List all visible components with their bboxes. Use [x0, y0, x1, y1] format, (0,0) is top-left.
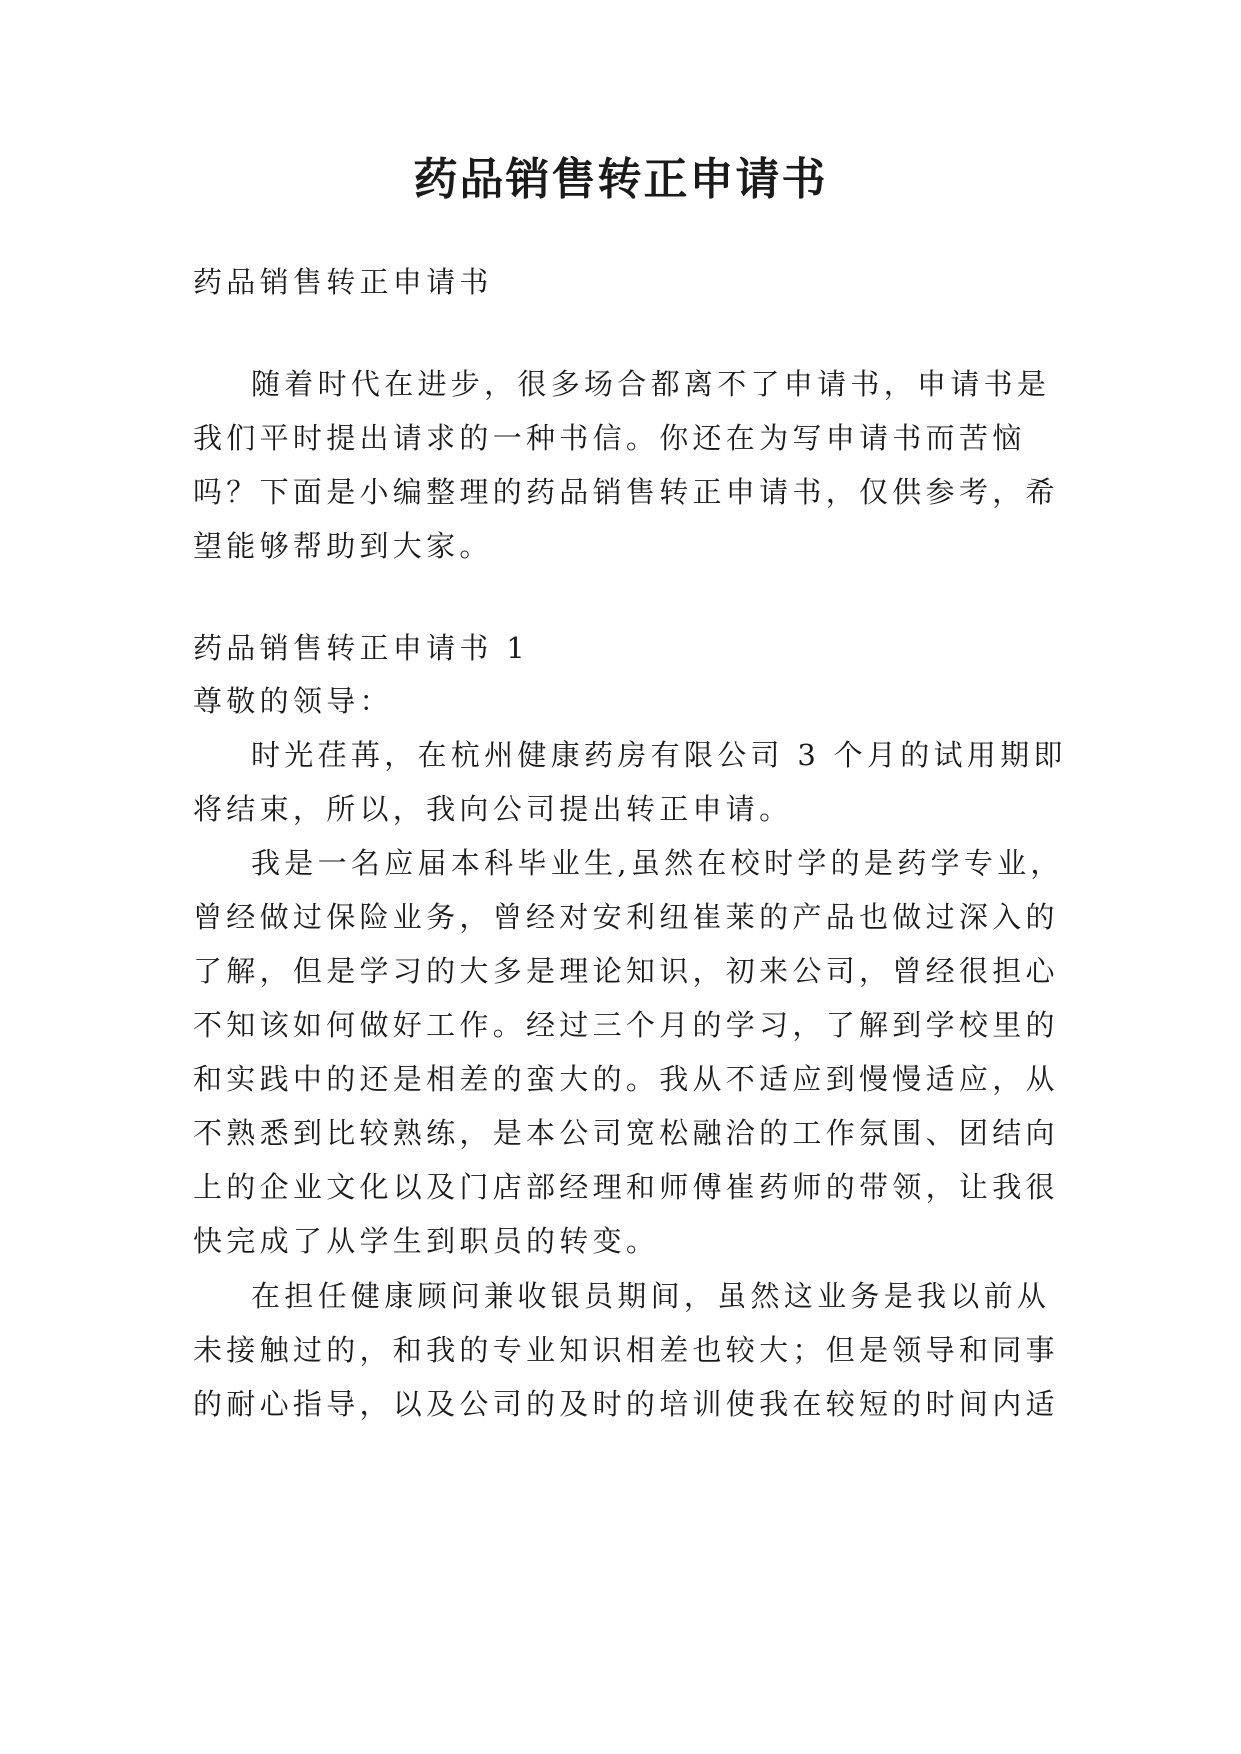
body-line: 的耐心指导，以及公司的及时的培训使我在较短的时间内适 — [193, 1387, 1059, 1421]
section-heading: 药品销售转正申请书 1 — [193, 631, 529, 665]
body-line: 曾经做过保险业务，曾经对安利纽崔莱的产品也做过深入的 — [193, 900, 1059, 934]
intro-line: 吗？下面是小编整理的药品销售转正申请书，仅供参考，希 — [193, 475, 1059, 509]
body-line: 不熟悉到比较熟练，是本公司宽松融洽的工作氛围、团结向 — [193, 1116, 1059, 1150]
body-line: 时光荏苒，在杭州健康药房有限公司 3 个月的试用期即 — [251, 738, 1067, 772]
body-line: 快完成了从学生到职员的转变。 — [193, 1224, 660, 1258]
intro-line: 望能够帮助到大家。 — [193, 529, 493, 563]
body-line: 上的企业文化以及门店部经理和师傅崔药师的带领，让我很 — [193, 1170, 1059, 1204]
intro-line: 随着时代在进步，很多场合都离不了申请书，申请书是 — [251, 367, 1051, 401]
salutation: 尊敬的领导： — [193, 684, 393, 718]
body-line: 和实践中的还是相差的蛮大的。我从不适应到慢慢适应，从 — [193, 1062, 1059, 1096]
document-subtitle: 药品销售转正申请书 — [193, 265, 493, 299]
document-title: 药品销售转正申请书 — [413, 154, 828, 205]
body-line: 不知该如何做好工作。经过三个月的学习，了解到学校里的 — [193, 1008, 1059, 1042]
body-line: 了解，但是学习的大多是理论知识，初来公司，曾经很担心 — [193, 954, 1059, 988]
body-line: 在担任健康顾问兼收银员期间，虽然这业务是我以前从 — [251, 1279, 1051, 1313]
body-line: 我是一名应届本科毕业生,虽然在校时学的是药学专业， — [251, 846, 1064, 880]
intro-line: 我们平时提出请求的一种书信。你还在为写申请书而苦恼 — [193, 421, 1026, 455]
body-line: 将结束，所以，我向公司提出转正申请。 — [193, 792, 793, 826]
body-line: 未接触过的，和我的专业知识相差也较大；但是领导和同事 — [193, 1333, 1059, 1367]
